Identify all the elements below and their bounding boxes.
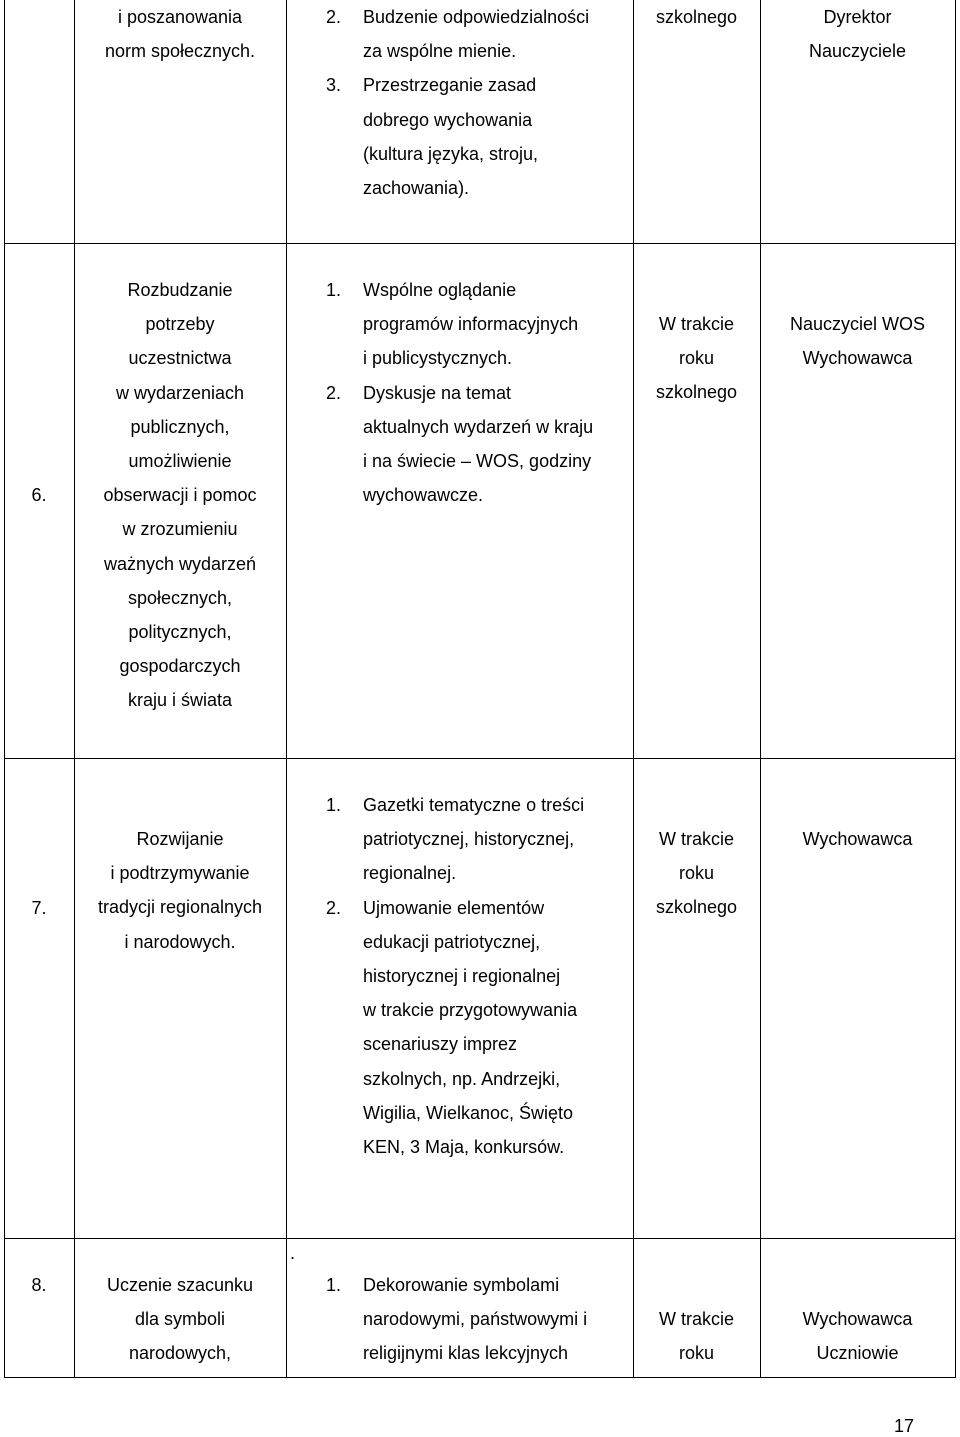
table-border-col3 [633, 0, 634, 1378]
table-border-col2 [286, 0, 287, 1378]
task-number: 1. [326, 1275, 342, 1295]
goal-line: i narodowych. [124, 931, 236, 952]
task-line: aktualnych wydarzeń w kraju [363, 416, 594, 437]
top-row-goal [74, 0, 286, 68]
goal-line: ważnych wydarzeń [103, 553, 257, 574]
row6-tasks [326, 273, 626, 512]
task-number: 2. [326, 7, 342, 27]
goal-line: kraju i świata [127, 690, 233, 711]
responsible-line: Nauczyciel WOS [789, 314, 926, 334]
task-line: Gazetki tematyczne o treści [363, 795, 585, 815]
row7-goal [74, 822, 286, 959]
goal-line: potrzeby [145, 314, 215, 335]
task-line: Dekorowanie symbolami [363, 1275, 560, 1295]
task-line: religijnymi klas lekcyjnych [363, 1343, 569, 1364]
task-line: i na świecie – WOS, godziny [363, 451, 592, 472]
goal-line: dla symboli [134, 1309, 226, 1330]
task-line: narodowymi, państwowymi i [363, 1309, 588, 1330]
goal-line: Rozwijanie [136, 829, 224, 849]
task-line: dobrego wychowania [363, 109, 533, 130]
task-item [326, 273, 626, 376]
task-line: i publicystycznych. [363, 348, 513, 369]
goal-line: umożliwienie [128, 451, 232, 472]
task-line: edukacji patriotycznej, [363, 931, 541, 952]
goal-line: norm społecznych. [104, 41, 256, 62]
goal-line: gospodarczych [119, 656, 241, 677]
row7-tasks [326, 788, 626, 1164]
task-line: scenariuszy imprez [363, 1034, 518, 1055]
row6-term [633, 307, 760, 410]
table-border-right [955, 0, 956, 1378]
task-item [326, 376, 626, 513]
goal-line: narodowych, [128, 1343, 232, 1364]
table-border-col4 [760, 0, 761, 1378]
page-number: 17 [893, 1416, 914, 1436]
task-number: 1. [326, 795, 342, 815]
task-line: za wspólne mienie. [363, 41, 517, 62]
goal-line: i poszanowania [117, 7, 243, 27]
row7-number [4, 788, 74, 1028]
task-line: regionalnej. [363, 863, 457, 884]
row8-responsible [760, 1302, 955, 1370]
task-item [326, 891, 626, 1165]
term-line: szkolnego [655, 382, 738, 403]
goal-line: Uczenie szacunku [106, 1275, 254, 1295]
task-item [326, 68, 626, 205]
task-line: (kultura języka, stroju, [363, 143, 539, 164]
term-line: szkolnego [655, 7, 738, 27]
task-number: 2. [326, 382, 342, 403]
task-item [326, 0, 626, 68]
term-line: W trakcie [658, 1309, 734, 1329]
row-divider-2 [4, 758, 956, 759]
term-line: W trakcie [658, 829, 734, 849]
term-line: roku [678, 863, 714, 884]
row8-stray-dot [290, 1236, 310, 1270]
task-line: Dyskusje na temat [363, 382, 512, 403]
responsible-line: Nauczyciele [808, 41, 907, 62]
responsible-line: Wychowawca [802, 1309, 913, 1329]
task-line: KEN, 3 Maja, konkursów. [363, 1137, 565, 1158]
table-border-bottom [4, 1377, 956, 1378]
task-line: historycznej i regionalnej [363, 966, 561, 987]
task-number: 1. [326, 280, 342, 300]
responsible-line: Uczniowie [816, 1343, 899, 1364]
responsible-line: Dyrektor [823, 7, 892, 27]
goal-line: w zrozumieniu [122, 519, 238, 540]
task-line: szkolnych, np. Andrzejki, [363, 1068, 561, 1089]
row-number: 6. [31, 484, 47, 505]
task-line: programów informacyjnych [363, 314, 579, 335]
term-line: roku [678, 1343, 714, 1364]
row-divider-1 [4, 243, 956, 244]
term-line: roku [678, 348, 714, 369]
task-item [326, 788, 626, 891]
task-line: Przestrzeganie zasad [363, 75, 537, 96]
row7-term [633, 822, 760, 925]
row-number: 7. [31, 897, 47, 918]
top-row-tasks [326, 0, 626, 205]
top-row-term [633, 0, 760, 34]
goal-line: w wydarzeniach [115, 382, 245, 403]
stray-dot: . [290, 1243, 296, 1263]
task-line: Ujmowanie elementów [363, 897, 545, 918]
row6-responsible [760, 307, 955, 375]
goal-line: i podtrzymywanie [110, 863, 250, 884]
row8-goal [74, 1268, 286, 1371]
goal-line: publicznych, [130, 416, 230, 437]
term-line: szkolnego [655, 897, 738, 918]
task-item [326, 1268, 626, 1371]
row8-number [4, 1268, 74, 1302]
task-line: patriotycznej, historycznej, [363, 829, 575, 850]
row6-number [4, 273, 74, 717]
term-line: W trakcie [658, 314, 734, 334]
top-row-responsible [760, 0, 955, 68]
row8-term [633, 1302, 760, 1370]
row8-tasks [326, 1268, 626, 1371]
goal-line: politycznych, [128, 622, 232, 643]
goal-line: obserwacji i pomoc [103, 485, 257, 506]
row6-goal [74, 273, 286, 718]
goal-line: uczestnictwa [128, 348, 232, 369]
task-line: Budzenie odpowiedzialności [363, 7, 590, 27]
task-line: Wspólne oglądanie [363, 280, 517, 300]
goal-line: tradycji regionalnych [97, 897, 263, 918]
goal-line: Rozbudzanie [127, 280, 233, 300]
task-line: w trakcie przygotowywania [363, 1000, 578, 1021]
task-line: zachowania). [363, 178, 470, 199]
row-number: 8. [31, 1274, 47, 1295]
row7-responsible [760, 822, 955, 856]
responsible-line: Wychowawca [802, 829, 913, 849]
task-line: wychowawcze. [363, 485, 484, 506]
goal-line: społecznych, [127, 587, 233, 608]
responsible-line: Wychowawca [802, 348, 913, 369]
task-number: 3. [326, 75, 342, 96]
row-divider-3 [4, 1238, 956, 1239]
task-line: Wigilia, Wielkanoc, Święto [363, 1102, 574, 1123]
task-number: 2. [326, 897, 342, 918]
